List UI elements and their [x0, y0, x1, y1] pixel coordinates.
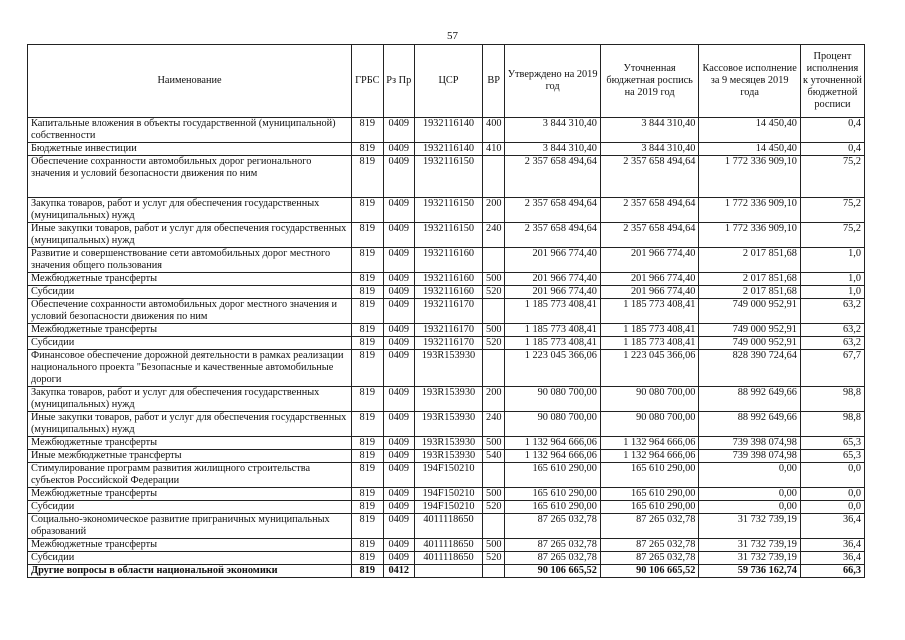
cell-cash: 0,00	[699, 501, 801, 514]
cell-grbs: 819	[352, 437, 383, 450]
cell-grbs: 819	[352, 299, 383, 324]
cell-rzpr: 0412	[383, 565, 414, 578]
cell-cash: 1 772 336 909,10	[699, 156, 801, 198]
cell-refined: 3 844 310,40	[600, 143, 699, 156]
cell-name: Финансовое обеспечение дорожной деятельности в рамках реализации национального проекта "Безопасные и качественные автомобильные дороги	[28, 350, 352, 387]
cell-grbs: 819	[352, 552, 383, 565]
table-row	[28, 463, 865, 488]
cell-csr: 193R153930	[415, 412, 483, 437]
cell-percent: 0,0	[800, 488, 864, 501]
cell-vr: 200	[483, 198, 505, 223]
cell-grbs: 819	[352, 350, 383, 387]
table-row	[28, 324, 865, 337]
cell-vr: 520	[483, 501, 505, 514]
cell-csr: 1932116150	[415, 223, 483, 248]
table-row	[28, 387, 865, 412]
cell-refined: 1 223 045 366,06	[600, 350, 699, 387]
table-row	[28, 156, 865, 198]
cell-rzpr: 0409	[383, 273, 414, 286]
cell-vr: 410	[483, 143, 505, 156]
cell-grbs: 819	[352, 488, 383, 501]
cell-cash: 828 390 724,64	[699, 350, 801, 387]
cell-refined: 165 610 290,00	[600, 463, 699, 488]
cell-rzpr: 0409	[383, 463, 414, 488]
cell-rzpr: 0409	[383, 412, 414, 437]
table-row	[28, 273, 865, 286]
table-row	[28, 350, 865, 387]
cell-refined: 1 185 773 408,41	[600, 324, 699, 337]
cell-csr: 193R153930	[415, 450, 483, 463]
cell-percent: 65,3	[800, 437, 864, 450]
cell-csr: 1932116150	[415, 198, 483, 223]
table-row	[28, 437, 865, 450]
cell-percent: 1,0	[800, 273, 864, 286]
cell-csr: 4011118650	[415, 514, 483, 539]
cell-refined: 87 265 032,78	[600, 514, 699, 539]
cell-approved: 2 357 658 494,64	[505, 198, 600, 223]
cell-percent: 36,4	[800, 539, 864, 552]
cell-vr: 520	[483, 552, 505, 565]
cell-approved: 87 265 032,78	[505, 552, 600, 565]
cell-percent: 98,8	[800, 387, 864, 412]
cell-approved: 87 265 032,78	[505, 514, 600, 539]
cell-refined: 165 610 290,00	[600, 501, 699, 514]
cell-rzpr: 0409	[383, 143, 414, 156]
table-row	[28, 337, 865, 350]
cell-approved: 3 844 310,40	[505, 143, 600, 156]
cell-cash: 2 017 851,68	[699, 273, 801, 286]
cell-rzpr: 0409	[383, 118, 414, 143]
cell-rzpr: 0409	[383, 539, 414, 552]
cell-name: Межбюджетные трансферты	[28, 488, 352, 501]
cell-name: Стимулирование программ развития жилищного строительства субъектов Российской Федерации	[28, 463, 352, 488]
cell-name: Иные закупки товаров, работ и услуг для обеспечения государственных (муниципальных) нужд	[28, 223, 352, 248]
cell-refined: 2 357 658 494,64	[600, 156, 699, 198]
cell-percent: 66,3	[800, 565, 864, 578]
cell-cash: 88 992 649,66	[699, 412, 801, 437]
cell-cash: 14 450,40	[699, 118, 801, 143]
header-name: Наименование	[28, 45, 352, 118]
cell-vr: 540	[483, 450, 505, 463]
cell-cash: 0,00	[699, 488, 801, 501]
cell-approved: 201 966 774,40	[505, 273, 600, 286]
cell-vr	[483, 463, 505, 488]
cell-percent: 65,3	[800, 450, 864, 463]
header-refined: Уточненная бюджетная роспись на 2019 год	[600, 45, 699, 118]
cell-vr	[483, 350, 505, 387]
cell-cash: 88 992 649,66	[699, 387, 801, 412]
cell-vr: 500	[483, 273, 505, 286]
cell-vr: 520	[483, 337, 505, 350]
cell-vr: 500	[483, 539, 505, 552]
cell-vr: 400	[483, 118, 505, 143]
cell-approved: 90 080 700,00	[505, 387, 600, 412]
cell-rzpr: 0409	[383, 248, 414, 273]
cell-refined: 90 106 665,52	[600, 565, 699, 578]
cell-percent: 0,0	[800, 463, 864, 488]
table-body	[28, 118, 865, 578]
cell-percent: 0,4	[800, 118, 864, 143]
cell-csr: 1932116170	[415, 324, 483, 337]
cell-grbs: 819	[352, 412, 383, 437]
table-row	[28, 565, 865, 578]
cell-vr	[483, 565, 505, 578]
cell-rzpr: 0409	[383, 552, 414, 565]
cell-refined: 90 080 700,00	[600, 412, 699, 437]
cell-grbs: 819	[352, 248, 383, 273]
cell-csr: 193R153930	[415, 437, 483, 450]
cell-percent: 36,4	[800, 552, 864, 565]
cell-rzpr: 0409	[383, 299, 414, 324]
cell-cash: 739 398 074,98	[699, 450, 801, 463]
cell-vr: 240	[483, 223, 505, 248]
header-csr: ЦСР	[415, 45, 483, 118]
cell-rzpr: 0409	[383, 350, 414, 387]
cell-csr: 194F150210	[415, 463, 483, 488]
cell-percent: 75,2	[800, 198, 864, 223]
cell-name: Иные закупки товаров, работ и услуг для обеспечения государственных (муниципальных) нужд	[28, 412, 352, 437]
table-row	[28, 198, 865, 223]
cell-csr: 4011118650	[415, 552, 483, 565]
cell-approved: 90 106 665,52	[505, 565, 600, 578]
cell-name: Обеспечение сохранности автомобильных дорог местного значения и условий безопасности движения по ним	[28, 299, 352, 324]
cell-vr	[483, 156, 505, 198]
cell-grbs: 819	[352, 463, 383, 488]
budget-table	[27, 44, 865, 578]
cell-approved: 165 610 290,00	[505, 488, 600, 501]
cell-name: Иные межбюджетные трансферты	[28, 450, 352, 463]
table-row	[28, 118, 865, 143]
cell-cash: 31 732 739,19	[699, 539, 801, 552]
cell-csr: 4011118650	[415, 539, 483, 552]
header-rzpr: Рз Пр	[383, 45, 414, 118]
cell-approved: 165 610 290,00	[505, 463, 600, 488]
page-number: 57	[447, 30, 458, 42]
cell-rzpr: 0409	[383, 198, 414, 223]
cell-cash: 0,00	[699, 463, 801, 488]
header-approved: Утверждено на 2019 год	[505, 45, 600, 118]
cell-refined: 1 185 773 408,41	[600, 299, 699, 324]
cell-vr	[483, 248, 505, 273]
cell-cash: 59 736 162,74	[699, 565, 801, 578]
cell-approved: 165 610 290,00	[505, 501, 600, 514]
cell-refined: 2 357 658 494,64	[600, 223, 699, 248]
cell-cash: 749 000 952,91	[699, 324, 801, 337]
cell-rzpr: 0409	[383, 488, 414, 501]
cell-rzpr: 0409	[383, 324, 414, 337]
header-percent: Процент исполнения к уточненной бюджетной росписи	[800, 45, 864, 118]
cell-cash: 31 732 739,19	[699, 514, 801, 539]
cell-csr: 1932116170	[415, 337, 483, 350]
cell-rzpr: 0409	[383, 387, 414, 412]
cell-approved: 201 966 774,40	[505, 286, 600, 299]
cell-approved: 1 185 773 408,41	[505, 324, 600, 337]
cell-grbs: 819	[352, 450, 383, 463]
cell-csr: 194F150210	[415, 501, 483, 514]
cell-cash: 1 772 336 909,10	[699, 198, 801, 223]
cell-name: Развитие и совершенствование сети автомобильных дорог местного значения общего пользования	[28, 248, 352, 273]
cell-vr: 200	[483, 387, 505, 412]
header-row	[28, 45, 865, 118]
cell-csr: 1932116160	[415, 248, 483, 273]
cell-approved: 2 357 658 494,64	[505, 223, 600, 248]
cell-name: Межбюджетные трансферты	[28, 324, 352, 337]
cell-vr	[483, 299, 505, 324]
cell-grbs: 819	[352, 501, 383, 514]
cell-cash: 2 017 851,68	[699, 248, 801, 273]
cell-refined: 3 844 310,40	[600, 118, 699, 143]
cell-approved: 1 185 773 408,41	[505, 337, 600, 350]
table-row	[28, 299, 865, 324]
cell-approved: 1 132 964 666,06	[505, 450, 600, 463]
cell-grbs: 819	[352, 286, 383, 299]
table-row	[28, 514, 865, 539]
cell-name: Закупка товаров, работ и услуг для обеспечения государственных (муниципальных) нужд	[28, 198, 352, 223]
cell-grbs: 819	[352, 514, 383, 539]
cell-name: Капитальные вложения в объекты государственной (муниципальной) собственности	[28, 118, 352, 143]
cell-grbs: 819	[352, 223, 383, 248]
cell-rzpr: 0409	[383, 450, 414, 463]
cell-approved: 2 357 658 494,64	[505, 156, 600, 198]
cell-name: Межбюджетные трансферты	[28, 539, 352, 552]
cell-refined: 1 185 773 408,41	[600, 337, 699, 350]
cell-name: Закупка товаров, работ и услуг для обеспечения государственных (муниципальных) нужд	[28, 387, 352, 412]
cell-rzpr: 0409	[383, 337, 414, 350]
table-row	[28, 552, 865, 565]
cell-name: Социально-экономическое развитие приграничных муниципальных образований	[28, 514, 352, 539]
cell-rzpr: 0409	[383, 156, 414, 198]
cell-refined: 165 610 290,00	[600, 488, 699, 501]
cell-csr: 1932116160	[415, 286, 483, 299]
cell-percent: 67,7	[800, 350, 864, 387]
cell-csr: 193R153930	[415, 350, 483, 387]
cell-vr: 240	[483, 412, 505, 437]
cell-vr: 520	[483, 286, 505, 299]
cell-rzpr: 0409	[383, 286, 414, 299]
cell-percent: 75,2	[800, 156, 864, 198]
table-row	[28, 501, 865, 514]
cell-name: Обеспечение сохранности автомобильных дорог регионального значения и условий безопасности движения по ним	[28, 156, 352, 198]
cell-cash: 749 000 952,91	[699, 337, 801, 350]
cell-rzpr: 0409	[383, 501, 414, 514]
cell-approved: 1 132 964 666,06	[505, 437, 600, 450]
cell-grbs: 819	[352, 387, 383, 412]
cell-name: Бюджетные инвестиции	[28, 143, 352, 156]
table-row	[28, 143, 865, 156]
header-cash: Кассовое исполнение за 9 месяцев 2019 года	[699, 45, 801, 118]
header-vr: ВР	[483, 45, 505, 118]
table-row	[28, 488, 865, 501]
cell-grbs: 819	[352, 565, 383, 578]
cell-refined: 201 966 774,40	[600, 286, 699, 299]
cell-csr	[415, 565, 483, 578]
cell-approved: 1 223 045 366,06	[505, 350, 600, 387]
table-row	[28, 539, 865, 552]
cell-name: Субсидии	[28, 337, 352, 350]
cell-approved: 3 844 310,40	[505, 118, 600, 143]
cell-name: Межбюджетные трансферты	[28, 437, 352, 450]
cell-approved: 201 966 774,40	[505, 248, 600, 273]
cell-approved: 1 185 773 408,41	[505, 299, 600, 324]
cell-cash: 1 772 336 909,10	[699, 223, 801, 248]
cell-csr: 1932116170	[415, 299, 483, 324]
cell-vr	[483, 514, 505, 539]
table-row	[28, 286, 865, 299]
cell-percent: 63,2	[800, 324, 864, 337]
header-grbs: ГРБС	[352, 45, 383, 118]
cell-name: Субсидии	[28, 501, 352, 514]
cell-percent: 36,4	[800, 514, 864, 539]
cell-cash: 2 017 851,68	[699, 286, 801, 299]
cell-grbs: 819	[352, 273, 383, 286]
cell-csr: 193R153930	[415, 387, 483, 412]
cell-refined: 2 357 658 494,64	[600, 198, 699, 223]
cell-grbs: 819	[352, 539, 383, 552]
cell-approved: 90 080 700,00	[505, 412, 600, 437]
cell-grbs: 819	[352, 118, 383, 143]
cell-name: Межбюджетные трансферты	[28, 273, 352, 286]
table-row	[28, 248, 865, 273]
cell-grbs: 819	[352, 198, 383, 223]
cell-name: Субсидии	[28, 286, 352, 299]
cell-cash: 14 450,40	[699, 143, 801, 156]
cell-refined: 201 966 774,40	[600, 248, 699, 273]
cell-cash: 739 398 074,98	[699, 437, 801, 450]
cell-vr: 500	[483, 488, 505, 501]
cell-csr: 1932116160	[415, 273, 483, 286]
cell-percent: 63,2	[800, 337, 864, 350]
cell-percent: 0,0	[800, 501, 864, 514]
cell-cash: 31 732 739,19	[699, 552, 801, 565]
cell-grbs: 819	[352, 324, 383, 337]
cell-csr: 1932116140	[415, 118, 483, 143]
cell-refined: 87 265 032,78	[600, 552, 699, 565]
cell-percent: 0,4	[800, 143, 864, 156]
cell-refined: 90 080 700,00	[600, 387, 699, 412]
cell-name: Субсидии	[28, 552, 352, 565]
cell-rzpr: 0409	[383, 514, 414, 539]
table-row	[28, 223, 865, 248]
cell-csr: 1932116150	[415, 156, 483, 198]
cell-grbs: 819	[352, 337, 383, 350]
cell-csr: 1932116140	[415, 143, 483, 156]
cell-vr: 500	[483, 437, 505, 450]
cell-refined: 87 265 032,78	[600, 539, 699, 552]
table-row	[28, 450, 865, 463]
cell-rzpr: 0409	[383, 223, 414, 248]
cell-vr: 500	[483, 324, 505, 337]
cell-percent: 75,2	[800, 223, 864, 248]
cell-percent: 1,0	[800, 248, 864, 273]
cell-refined: 201 966 774,40	[600, 273, 699, 286]
cell-rzpr: 0409	[383, 437, 414, 450]
cell-percent: 1,0	[800, 286, 864, 299]
cell-percent: 98,8	[800, 412, 864, 437]
cell-percent: 63,2	[800, 299, 864, 324]
table-row	[28, 412, 865, 437]
cell-approved: 87 265 032,78	[505, 539, 600, 552]
cell-refined: 1 132 964 666,06	[600, 450, 699, 463]
cell-grbs: 819	[352, 143, 383, 156]
cell-cash: 749 000 952,91	[699, 299, 801, 324]
cell-refined: 1 132 964 666,06	[600, 437, 699, 450]
cell-grbs: 819	[352, 156, 383, 198]
cell-name: Другие вопросы в области национальной экономики	[28, 565, 352, 578]
cell-csr: 194F150210	[415, 488, 483, 501]
